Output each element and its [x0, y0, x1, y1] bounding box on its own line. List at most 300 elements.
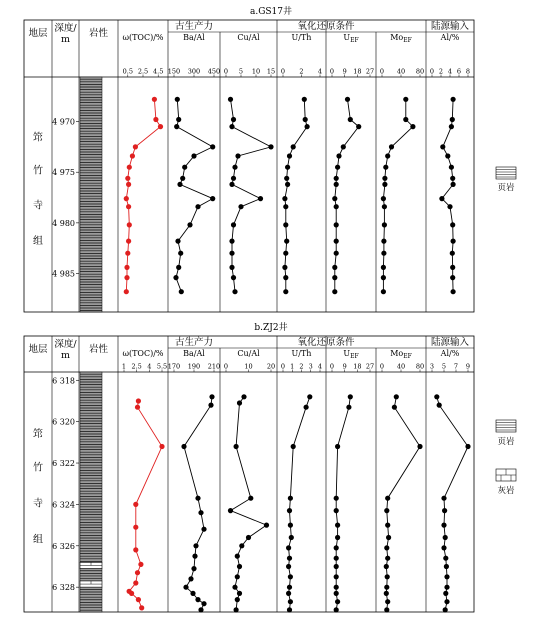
track-label: $U_{EF}$: [343, 349, 359, 360]
data-point: [443, 607, 448, 612]
data-point: [334, 564, 339, 569]
legend-b: [496, 420, 516, 496]
data-point: [443, 535, 448, 540]
data-point: [258, 196, 263, 201]
data-point: [127, 222, 132, 227]
track-label: Al/%: [440, 33, 460, 42]
data-point: [288, 496, 293, 501]
data-point: [304, 405, 309, 410]
data-point: [237, 591, 242, 596]
track-label: $U_{EF}$: [343, 33, 359, 44]
data-point: [180, 176, 185, 181]
data-point: [451, 182, 456, 187]
data-point: [336, 153, 341, 158]
data-point: [382, 182, 387, 187]
x-tick-label: 5: [441, 362, 447, 371]
x-tick-label: 4.5: [153, 67, 164, 76]
data-point: [124, 289, 129, 294]
data-point: [335, 523, 340, 528]
data-point: [334, 591, 339, 596]
data-point: [384, 591, 389, 596]
data-point: [307, 394, 312, 399]
data-point: [334, 545, 339, 550]
depth-tick-label: 6 324: [52, 500, 75, 510]
data-point: [303, 117, 308, 122]
data-point: [231, 176, 236, 181]
data-point: [175, 97, 180, 102]
data-point: [129, 591, 134, 596]
data-point: [385, 599, 390, 604]
data-point: [188, 576, 193, 581]
data-point: [385, 556, 390, 561]
data-point: [232, 165, 237, 170]
legend-shale-label: 页岩: [497, 183, 515, 193]
data-point: [231, 117, 236, 122]
series-line: [126, 99, 160, 291]
data-point: [234, 444, 239, 449]
data-point: [229, 124, 234, 129]
x-tick-label: 0: [329, 67, 335, 76]
stratum-char: 竹: [33, 165, 43, 177]
data-point: [440, 144, 445, 149]
data-point: [246, 535, 251, 540]
data-point: [193, 543, 198, 548]
data-point: [441, 545, 446, 550]
series-line: [176, 99, 213, 291]
data-point: [288, 574, 293, 579]
data-point: [231, 222, 236, 227]
x-tick-label: 0: [329, 362, 335, 371]
panel-b-zj2: [24, 321, 474, 613]
data-point: [442, 508, 447, 513]
track-label: $Mo_{EF}$: [390, 349, 412, 360]
data-point: [136, 398, 141, 403]
legend-shale-label: 页岩: [497, 437, 515, 447]
x-tick-label: 10: [251, 67, 261, 76]
data-point: [235, 153, 240, 158]
data-point: [382, 204, 387, 209]
data-point: [441, 496, 446, 501]
data-point: [133, 525, 138, 530]
x-tick-label: 4: [317, 67, 323, 76]
data-point: [381, 196, 386, 201]
x-tick-label: 1: [121, 362, 127, 371]
data-point: [437, 403, 442, 408]
track-label: Cu/Al: [237, 349, 260, 358]
track-label: U/Th: [291, 349, 312, 358]
data-point: [346, 405, 351, 410]
data-point: [229, 265, 234, 270]
x-tick-label: 15: [266, 67, 276, 76]
data-point: [332, 289, 337, 294]
data-point: [444, 574, 449, 579]
header-depth: 深度/: [54, 23, 77, 34]
series-line: [335, 99, 359, 291]
data-point: [190, 591, 195, 596]
x-tick-label: 20: [266, 362, 276, 371]
data-point: [451, 239, 456, 244]
data-point: [289, 535, 294, 540]
data-point: [283, 204, 288, 209]
x-tick-label: 40: [396, 362, 406, 371]
data-point: [125, 176, 130, 181]
data-point: [195, 597, 200, 602]
data-point: [385, 153, 390, 158]
data-point: [173, 275, 178, 280]
data-point: [288, 599, 293, 604]
x-tick-label: 3: [429, 362, 435, 371]
group-header-redox: 氧化还原条件: [297, 337, 355, 348]
header-stratum: 地层: [28, 28, 48, 39]
depth-tick-label: 6 326: [52, 541, 75, 551]
data-point: [334, 556, 339, 561]
data-point: [334, 585, 339, 590]
panel-a-gs17: [24, 5, 474, 312]
data-point: [183, 585, 188, 590]
data-point: [283, 222, 288, 227]
legend-limestone-label: 灰岩: [497, 486, 515, 496]
header-lithology: 岩性: [88, 344, 109, 355]
x-tick-label: 8: [465, 67, 471, 76]
x-tick-label: 0.5: [122, 67, 133, 76]
data-point: [228, 97, 233, 102]
series-line: [437, 397, 468, 610]
data-point: [341, 144, 346, 149]
data-point: [237, 400, 242, 405]
data-point: [177, 182, 182, 187]
data-point: [381, 251, 386, 256]
data-point: [335, 599, 340, 604]
data-point: [450, 265, 455, 270]
data-point: [209, 394, 214, 399]
data-point: [231, 275, 236, 280]
data-point: [126, 239, 131, 244]
data-point: [201, 601, 206, 606]
depth-tick-label: 4 985: [52, 269, 75, 279]
data-point: [195, 496, 200, 501]
stratum-char: 寺: [33, 200, 43, 212]
data-point: [176, 265, 181, 270]
data-point: [332, 265, 337, 270]
data-point: [445, 153, 450, 158]
depth-tick-label: 6 320: [52, 417, 75, 427]
stratum-char: 组: [33, 534, 43, 546]
data-point: [334, 251, 339, 256]
group-header-redox: 氧化还原条件: [297, 21, 355, 32]
data-point: [235, 554, 240, 559]
data-point: [238, 204, 243, 209]
data-point: [139, 605, 144, 610]
data-point: [381, 275, 386, 280]
data-point: [410, 124, 415, 129]
header-depth: 深度/: [54, 339, 77, 350]
x-tick-label: 80: [415, 362, 425, 371]
x-tick-label: 0: [280, 67, 286, 76]
x-tick-label: 5: [238, 67, 244, 76]
data-point: [124, 265, 129, 270]
x-tick-label: 2.5: [137, 67, 149, 76]
panel-title: b.ZJ2井: [254, 323, 288, 333]
data-point: [451, 97, 456, 102]
data-point: [382, 176, 387, 181]
data-point: [182, 165, 187, 170]
x-tick-label: 4: [447, 67, 453, 76]
x-tick-label: 210: [207, 362, 221, 371]
x-tick-label: 300: [187, 67, 201, 76]
data-point: [389, 144, 394, 149]
header-depth-unit: m: [60, 34, 71, 45]
data-point: [403, 97, 408, 102]
data-point: [232, 289, 237, 294]
x-tick-label: 0: [429, 67, 435, 76]
data-point: [248, 496, 253, 501]
data-point: [384, 585, 389, 590]
x-tick-label: 0: [223, 362, 229, 371]
track-label: U/Th: [291, 33, 312, 42]
data-point: [285, 182, 290, 187]
data-point: [434, 394, 439, 399]
series-line: [184, 397, 212, 610]
data-point: [210, 196, 215, 201]
x-tick-label: 5.5: [156, 362, 168, 371]
track-label: Ba/Al: [183, 349, 205, 358]
header-stratum: 地层: [28, 344, 48, 355]
x-tick-label: 1: [290, 362, 295, 371]
data-point: [126, 204, 131, 209]
header-lithology: 岩性: [88, 28, 109, 39]
data-point: [130, 153, 135, 158]
data-point: [417, 444, 422, 449]
data-point: [229, 239, 234, 244]
data-point: [384, 564, 389, 569]
depth-tick-label: 4 970: [52, 117, 75, 127]
x-tick-label: 0: [379, 362, 385, 371]
data-point: [302, 97, 307, 102]
x-tick-label: 0: [223, 67, 229, 76]
data-point: [385, 574, 390, 579]
x-tick-label: 27: [365, 362, 375, 371]
data-point: [439, 196, 444, 201]
data-point: [201, 527, 206, 532]
series-line: [386, 397, 420, 610]
data-point: [444, 599, 449, 604]
data-point: [465, 444, 470, 449]
data-point: [175, 239, 180, 244]
data-point: [450, 222, 455, 227]
x-tick-label: 2: [299, 67, 304, 76]
data-point: [345, 97, 350, 102]
data-point: [282, 265, 287, 270]
depth-tick-label: 6 322: [52, 459, 75, 469]
data-point: [178, 251, 183, 256]
group-header-productivity: 古生产力: [174, 21, 214, 32]
data-point: [187, 222, 192, 227]
data-point: [133, 144, 138, 149]
data-point: [268, 144, 273, 149]
data-point: [181, 444, 186, 449]
data-point: [335, 535, 340, 540]
series-line: [231, 99, 272, 291]
data-point: [385, 523, 390, 528]
data-point: [133, 580, 138, 585]
depth-tick-label: 6 318: [52, 376, 75, 386]
data-point: [284, 176, 289, 181]
data-point: [381, 289, 386, 294]
track-label: Ba/Al: [183, 33, 205, 42]
stratum-char: 寺: [33, 498, 43, 510]
legend-a: [496, 167, 516, 193]
data-point: [133, 502, 138, 507]
lithology-shale: [80, 372, 102, 562]
data-point: [152, 97, 157, 102]
data-point: [348, 117, 353, 122]
x-tick-label: 40: [396, 67, 406, 76]
x-tick-label: 6: [456, 67, 462, 76]
group-header-terrigenous: 陆源输入: [430, 337, 470, 348]
data-point: [287, 607, 292, 612]
x-tick-label: 4: [147, 362, 152, 371]
data-point: [449, 124, 454, 129]
data-point: [450, 275, 455, 280]
data-point: [135, 570, 140, 575]
data-point: [179, 289, 184, 294]
data-point: [195, 204, 200, 209]
data-point: [239, 543, 244, 548]
data-point: [138, 562, 143, 567]
x-tick-label: 2: [438, 67, 444, 76]
x-tick-label: 80: [415, 67, 425, 76]
data-point: [291, 144, 296, 149]
data-point: [286, 591, 291, 596]
data-point: [191, 566, 196, 571]
data-point: [287, 508, 292, 513]
data-point: [285, 165, 290, 170]
data-point: [237, 564, 242, 569]
stratum-char: 组: [33, 235, 43, 247]
data-point: [133, 547, 138, 552]
data-point: [334, 508, 339, 513]
data-point: [283, 251, 288, 256]
data-point: [334, 176, 339, 181]
data-point: [135, 405, 140, 410]
x-tick-label: 2: [299, 362, 304, 371]
data-point: [451, 289, 456, 294]
x-tick-label: 9: [465, 362, 471, 371]
data-point: [283, 289, 288, 294]
data-point: [335, 444, 340, 449]
x-tick-label: 27: [365, 67, 375, 76]
data-point: [356, 124, 361, 129]
stratum-char: 筇: [33, 428, 43, 440]
data-point: [232, 585, 237, 590]
data-point: [126, 182, 131, 187]
data-point: [334, 182, 339, 187]
data-point: [394, 394, 399, 399]
group-header-productivity: 古生产力: [174, 337, 214, 348]
data-point: [443, 556, 448, 561]
data-point: [136, 597, 141, 602]
x-tick-label: 7: [453, 362, 459, 371]
data-point: [449, 165, 454, 170]
data-point: [334, 574, 339, 579]
data-point: [386, 535, 391, 540]
data-point: [403, 117, 408, 122]
data-point: [444, 564, 449, 569]
data-point: [229, 182, 234, 187]
data-point: [159, 444, 164, 449]
x-tick-label: 150: [167, 67, 181, 76]
data-point: [385, 496, 390, 501]
data-point: [235, 574, 240, 579]
data-point: [383, 165, 388, 170]
track-label: ω(TOC)/%: [122, 33, 164, 42]
depth-tick-label: 6 328: [52, 583, 75, 593]
data-point: [153, 117, 158, 122]
data-point: [443, 591, 448, 596]
x-tick-label: 190: [187, 362, 201, 371]
data-point: [384, 508, 389, 513]
data-point: [228, 508, 233, 513]
track-label: Cu/Al: [237, 33, 260, 42]
data-point: [229, 251, 234, 256]
data-point: [208, 403, 213, 408]
series-line: [383, 99, 413, 291]
x-tick-label: 0: [280, 362, 286, 371]
data-point: [282, 196, 287, 201]
data-point: [176, 117, 181, 122]
series-line: [285, 99, 307, 291]
group-header-terrigenous: 陆源输入: [430, 21, 470, 32]
data-point: [334, 222, 339, 227]
x-tick-label: 2.5: [131, 362, 142, 371]
data-point: [291, 444, 296, 449]
data-point: [287, 153, 292, 158]
data-point: [235, 597, 240, 602]
x-tick-label: 18: [353, 362, 362, 371]
data-point: [125, 251, 130, 256]
data-point: [241, 394, 246, 399]
data-point: [384, 607, 389, 612]
data-point: [444, 585, 449, 590]
panel-title: a.GS17井: [249, 7, 293, 17]
header-depth-unit: m: [60, 350, 71, 361]
data-point: [335, 165, 340, 170]
data-point: [334, 239, 339, 244]
track-label: ω(TOC)/%: [122, 349, 164, 358]
data-point: [334, 607, 339, 612]
data-point: [287, 585, 292, 590]
data-point: [286, 545, 291, 550]
x-tick-label: 18: [353, 67, 362, 76]
x-tick-label: 170: [167, 362, 181, 371]
data-point: [198, 510, 203, 515]
data-point: [381, 239, 386, 244]
data-point: [447, 204, 452, 209]
x-tick-label: 0: [379, 67, 385, 76]
x-tick-label: 9: [342, 362, 347, 371]
data-point: [124, 196, 129, 201]
data-point: [264, 523, 269, 528]
data-point: [348, 394, 353, 399]
data-point: [158, 124, 163, 129]
track-label: $Mo_{EF}$: [390, 33, 412, 44]
data-point: [450, 117, 455, 122]
data-point: [191, 153, 196, 158]
x-tick-label: 4: [317, 362, 323, 371]
stratum-char: 竹: [33, 462, 43, 474]
data-point: [210, 144, 215, 149]
track-label: Al/%: [440, 349, 460, 358]
